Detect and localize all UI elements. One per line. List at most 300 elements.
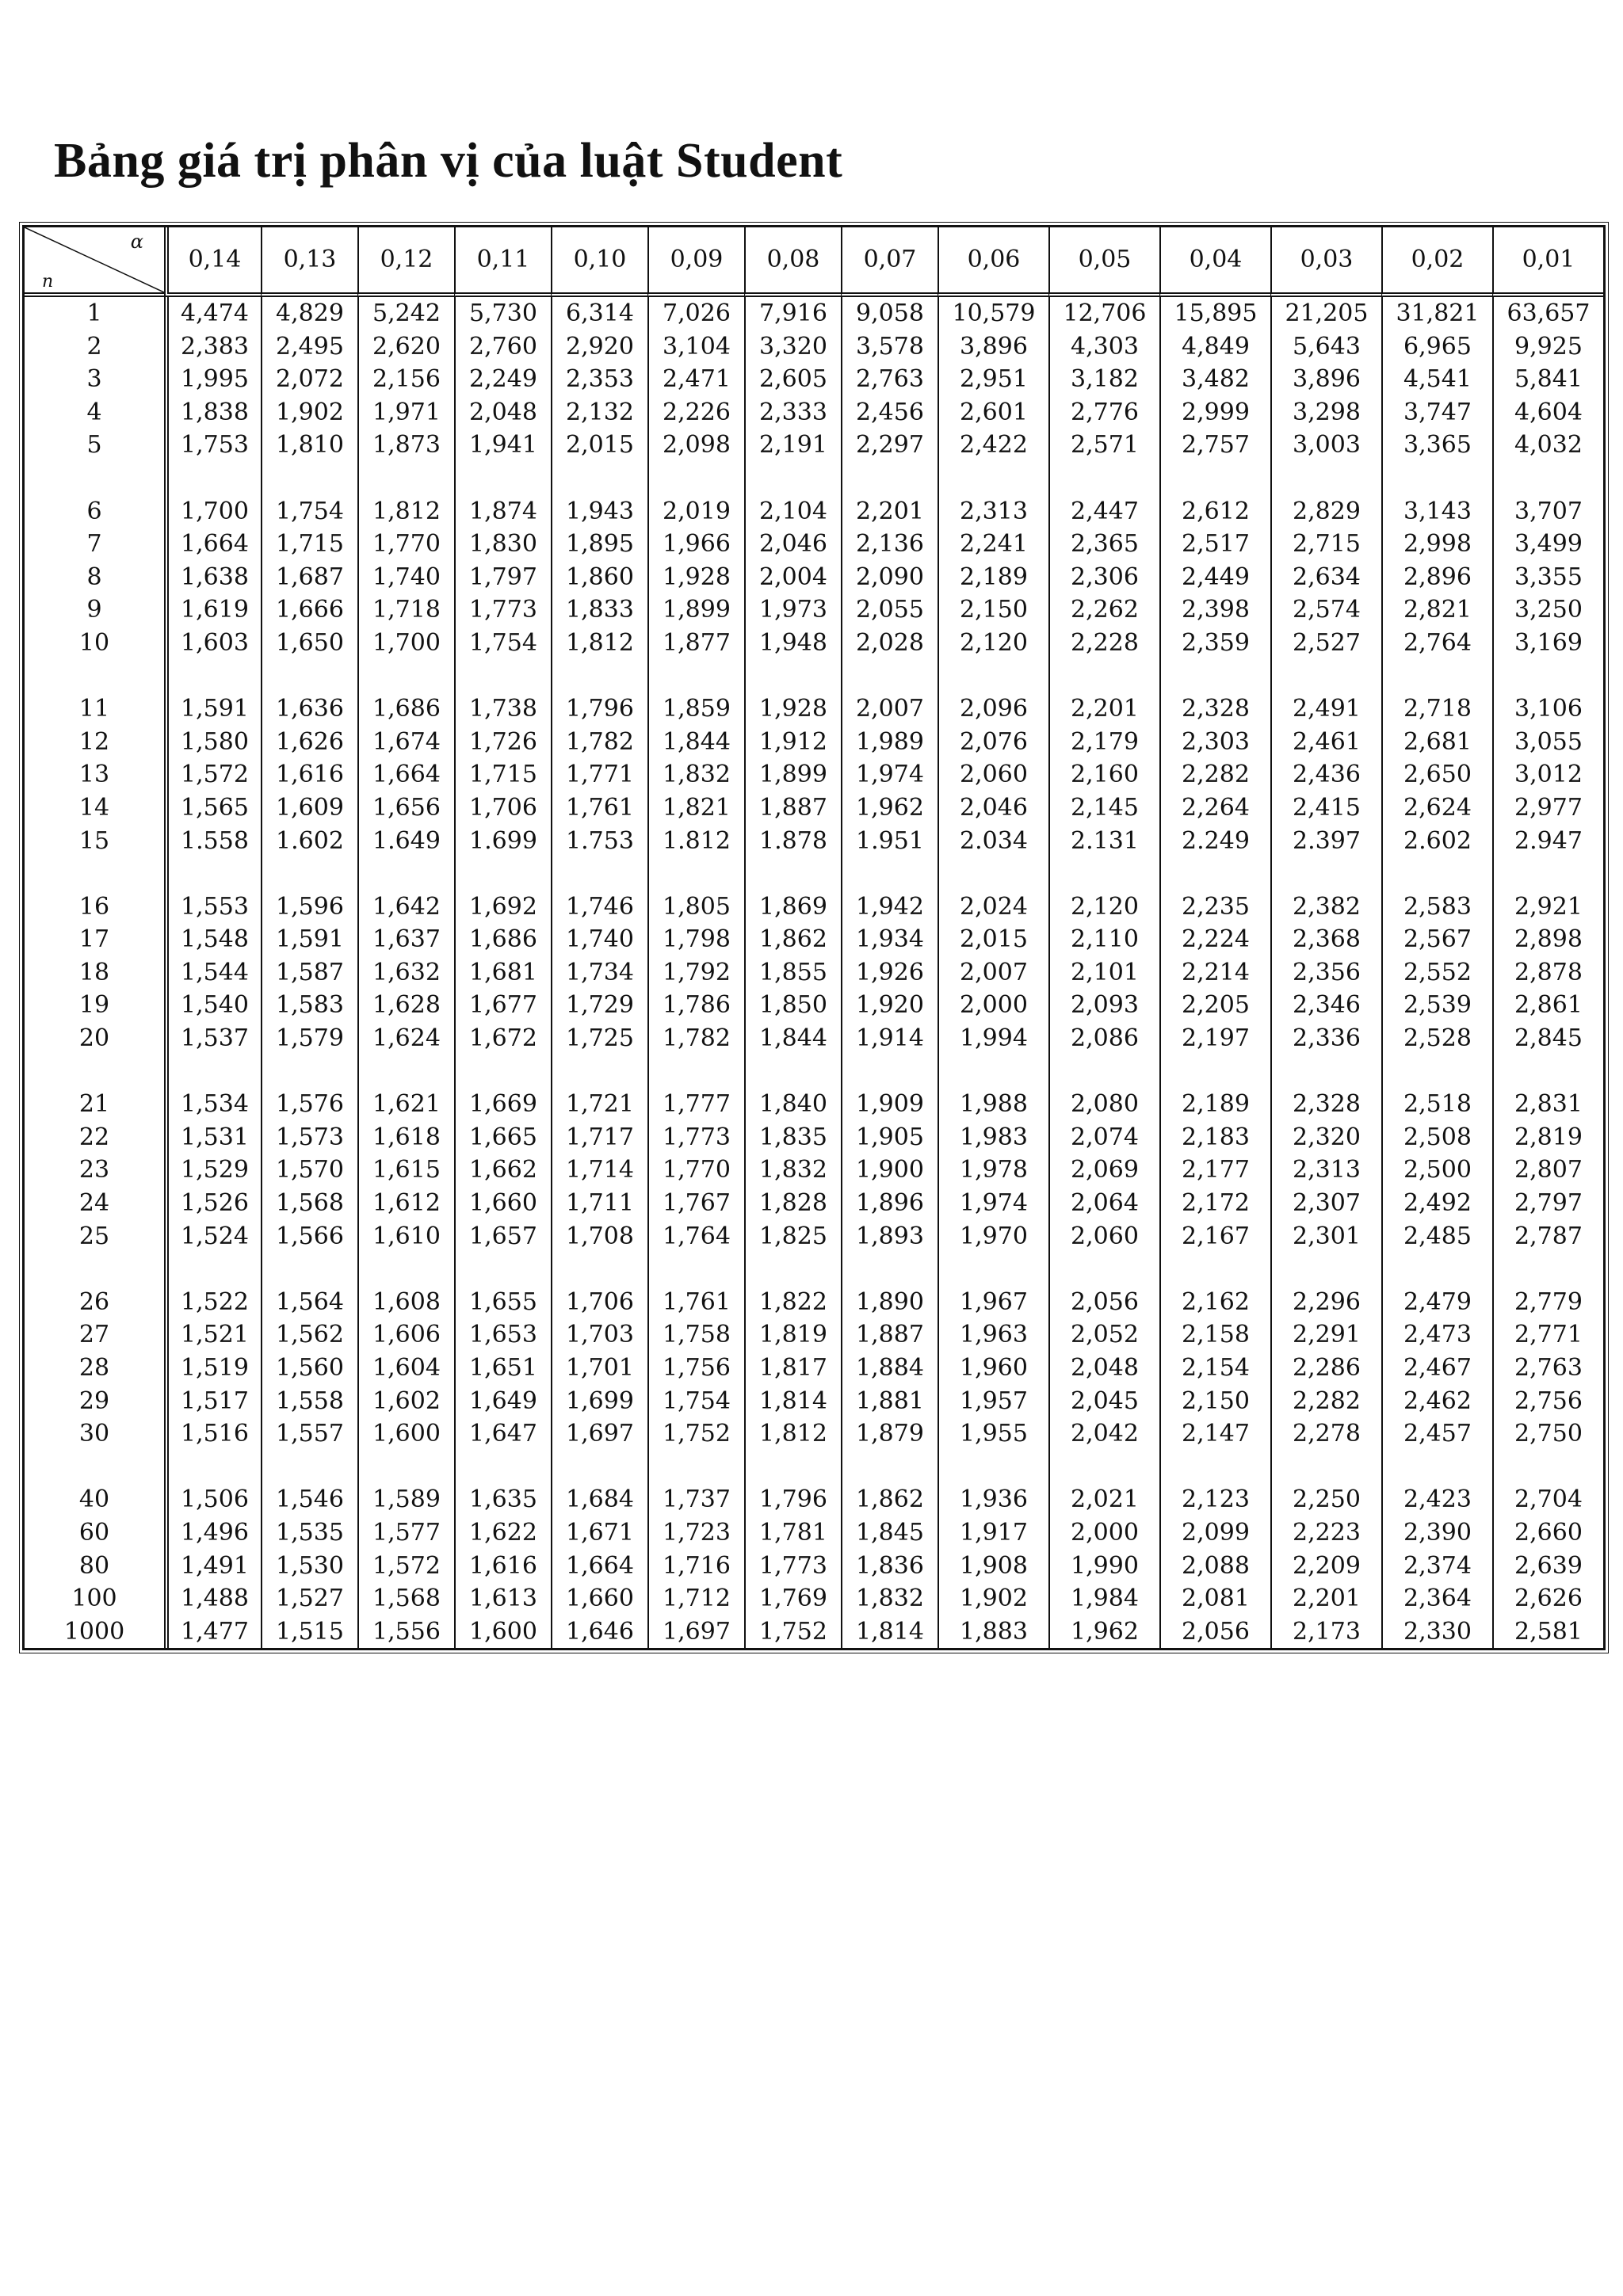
quantile-cell: 2,015 <box>551 429 647 462</box>
quantile-cell: 1,516 <box>164 1417 261 1451</box>
n-cell: 23 <box>78 1156 110 1184</box>
spacer-cell <box>1381 1055 1492 1089</box>
table-body <box>25 297 1603 1648</box>
quantile-cell: 1,556 <box>357 1615 454 1649</box>
quantile-cell: 1,909 <box>841 1088 938 1121</box>
quantile-cell: 7,916 <box>744 297 841 330</box>
alpha-header-cell: 0,04 <box>1159 227 1270 297</box>
quantile-cell: 1,548 <box>164 923 261 956</box>
quantile-cell: 1,650 <box>261 627 357 660</box>
quantile-cell: 1,651 <box>454 1352 551 1385</box>
quantile-cell: 1,527 <box>261 1582 357 1615</box>
student-quantile-table-wrapper <box>22 225 1606 1650</box>
quantile-cell: 2,374 <box>1381 1550 1492 1583</box>
spacer-cell <box>164 1055 261 1089</box>
quantile-cell: 1,773 <box>454 593 551 627</box>
quantile-cell: 1,714 <box>551 1154 647 1187</box>
quantile-cell: 1,914 <box>841 1022 938 1055</box>
quantile-cell: 1,734 <box>551 956 647 990</box>
quantile-cell: 1,869 <box>744 891 841 924</box>
quantile-cell: 2,004 <box>744 561 841 594</box>
quantile-cell: 1,825 <box>744 1220 841 1253</box>
quantile-cell: 1,967 <box>938 1286 1048 1319</box>
quantile-cell: 1,781 <box>744 1516 841 1550</box>
quantile-cell: 1,984 <box>1048 1582 1159 1615</box>
quantile-cell: 1,855 <box>744 956 841 990</box>
quantile-cell: 1,822 <box>744 1286 841 1319</box>
quantile-cell: 3,482 <box>1159 363 1270 396</box>
quantile-cell: 1,603 <box>164 627 261 660</box>
n-cell: 1000 <box>63 1617 125 1646</box>
table-row <box>25 330 1603 364</box>
quantile-cell: 1,591 <box>164 692 261 726</box>
quantile-cell: 2,019 <box>647 495 744 528</box>
quantile-cell: 2,485 <box>1381 1220 1492 1253</box>
quantile-cell: 2,398 <box>1159 593 1270 627</box>
quantile-cell: 1,565 <box>164 791 261 825</box>
quantile-cell: 2,517 <box>1159 528 1270 561</box>
quantile-cell: 1,988 <box>938 1088 1048 1121</box>
quantile-cell: 1,725 <box>551 1022 647 1055</box>
quantile-cell: 2,177 <box>1159 1154 1270 1187</box>
quantile-cell: 1,602 <box>357 1385 454 1418</box>
n-cell: 80 <box>78 1551 110 1580</box>
table-row <box>25 825 1603 858</box>
spacer-cell <box>551 857 647 891</box>
n-cell: 22 <box>78 1123 110 1151</box>
quantile-cell: 1,773 <box>647 1121 744 1154</box>
spacer-cell <box>647 857 744 891</box>
spacer-cell <box>357 1055 454 1089</box>
n-cell: 12 <box>78 727 110 756</box>
spacer-cell <box>1159 660 1270 693</box>
quantile-cell: 1,662 <box>454 1154 551 1187</box>
quantile-cell: 1,942 <box>841 891 938 924</box>
quantile-cell: 1,537 <box>164 1022 261 1055</box>
quantile-cell: 1,740 <box>357 561 454 594</box>
quantile-cell: 1,782 <box>647 1022 744 1055</box>
corner-header-cell <box>25 227 164 297</box>
spacer-cell <box>1492 1253 1603 1286</box>
quantile-cell: 1,761 <box>551 791 647 825</box>
quantile-cell: 1,706 <box>454 791 551 825</box>
quantile-cell: 1,687 <box>261 561 357 594</box>
student-quantile-table <box>22 225 1606 1650</box>
quantile-cell: 2,764 <box>1381 627 1492 660</box>
spacer-cell <box>261 660 357 693</box>
n-cell: 13 <box>78 761 110 789</box>
quantile-cell: 1,832 <box>647 758 744 791</box>
table-row <box>25 1220 1603 1253</box>
n-cell: 8 <box>86 563 102 591</box>
group-spacer-row <box>25 1055 1603 1089</box>
quantile-cell: 1,810 <box>261 429 357 462</box>
quantile-cell: 2,757 <box>1159 429 1270 462</box>
quantile-cell: 2,660 <box>1492 1516 1603 1550</box>
quantile-cell: 2,763 <box>1492 1352 1603 1385</box>
quantile-cell: 2,301 <box>1270 1220 1381 1253</box>
quantile-cell: 1,761 <box>647 1286 744 1319</box>
spacer-cell <box>938 1451 1048 1484</box>
quantile-cell: 3,365 <box>1381 429 1492 462</box>
quantile-cell: 1,884 <box>841 1352 938 1385</box>
quantile-cell: 1,700 <box>357 627 454 660</box>
quantile-cell: 1,948 <box>744 627 841 660</box>
quantile-cell: 1,877 <box>647 627 744 660</box>
quantile-cell: 1,596 <box>261 891 357 924</box>
spacer-cell <box>1381 660 1492 693</box>
quantile-cell: 1,966 <box>647 528 744 561</box>
spacer-cell <box>1492 857 1603 891</box>
quantile-cell: 1,609 <box>261 791 357 825</box>
quantile-cell: 2,328 <box>1159 692 1270 726</box>
quantile-cell: 2,226 <box>647 396 744 429</box>
quantile-cell: 1,517 <box>164 1385 261 1418</box>
quantile-cell: 2,571 <box>1048 429 1159 462</box>
quantile-cell: 2,132 <box>551 396 647 429</box>
spacer-cell <box>1270 1451 1381 1484</box>
table-row <box>25 429 1603 462</box>
quantile-cell: 3,003 <box>1270 429 1381 462</box>
quantile-cell: 1,844 <box>647 726 744 759</box>
quantile-cell: 1,589 <box>357 1483 454 1516</box>
quantile-cell: 1,621 <box>357 1088 454 1121</box>
quantile-cell: 2,307 <box>1270 1187 1381 1220</box>
spacer-cell <box>1381 1451 1492 1484</box>
quantile-cell: 2,028 <box>841 627 938 660</box>
quantile-cell: 1,653 <box>454 1318 551 1352</box>
quantile-cell: 1,994 <box>938 1022 1048 1055</box>
spacer-cell <box>1270 857 1381 891</box>
quantile-cell: 1,616 <box>261 758 357 791</box>
quantile-cell: 2,368 <box>1270 923 1381 956</box>
quantile-cell: 1,637 <box>357 923 454 956</box>
quantile-cell: 1,697 <box>551 1417 647 1451</box>
quantile-cell: 1,664 <box>357 758 454 791</box>
n-cell: 11 <box>78 695 110 723</box>
quantile-cell: 1,568 <box>261 1187 357 1220</box>
spacer-cell <box>551 1253 647 1286</box>
quantile-cell: 1,754 <box>647 1385 744 1418</box>
quantile-cell: 4,032 <box>1492 429 1603 462</box>
quantile-cell: 1,770 <box>647 1154 744 1187</box>
n-cell: 16 <box>78 892 110 921</box>
quantile-cell: 2,000 <box>1048 1516 1159 1550</box>
quantile-cell: 2,787 <box>1492 1220 1603 1253</box>
spacer-cell <box>1381 857 1492 891</box>
n-cell: 30 <box>78 1420 110 1448</box>
spacer-cell <box>1048 660 1159 693</box>
n-cell: 40 <box>78 1486 110 1514</box>
quantile-cell: 1,577 <box>357 1516 454 1550</box>
table-row <box>25 297 1603 330</box>
quantile-cell: 2,086 <box>1048 1022 1159 1055</box>
quantile-cell: 2,415 <box>1270 791 1381 825</box>
spacer-cell <box>25 1055 164 1089</box>
quantile-cell: 1,529 <box>164 1154 261 1187</box>
quantile-cell: 1,770 <box>357 528 454 561</box>
quantile-cell: 2,581 <box>1492 1615 1603 1649</box>
spacer-cell <box>841 857 938 891</box>
quantile-cell: 1,887 <box>841 1318 938 1352</box>
quantile-cell: 31,821 <box>1381 297 1492 330</box>
table-row <box>25 396 1603 429</box>
group-spacer-row <box>25 1253 1603 1286</box>
quantile-cell: 3,250 <box>1492 593 1603 627</box>
n-cell: 21 <box>78 1090 110 1119</box>
spacer-cell <box>357 1253 454 1286</box>
quantile-cell: 2,223 <box>1270 1516 1381 1550</box>
quantile-cell: 2,760 <box>454 330 551 364</box>
quantile-cell: 1,515 <box>261 1615 357 1649</box>
quantile-cell: 6,314 <box>551 297 647 330</box>
quantile-cell: 1,534 <box>164 1088 261 1121</box>
quantile-cell: 2,715 <box>1270 528 1381 561</box>
quantile-cell: 21,205 <box>1270 297 1381 330</box>
quantile-cell: 1,797 <box>454 561 551 594</box>
quantile-cell: 2,183 <box>1159 1121 1270 1154</box>
quantile-cell: 1,756 <box>647 1352 744 1385</box>
quantile-cell: 1,995 <box>164 363 261 396</box>
quantile-cell: 5,730 <box>454 297 551 330</box>
spacer-cell <box>164 857 261 891</box>
quantile-cell: 2,064 <box>1048 1187 1159 1220</box>
spacer-cell <box>164 1253 261 1286</box>
spacer-cell <box>938 1055 1048 1089</box>
quantile-cell: 2,098 <box>647 429 744 462</box>
quantile-cell: 1,638 <box>164 561 261 594</box>
quantile-cell: 1,817 <box>744 1352 841 1385</box>
quantile-cell: 3,320 <box>744 330 841 364</box>
table-row <box>25 1121 1603 1154</box>
quantile-cell: 3,578 <box>841 330 938 364</box>
table-row <box>25 1318 1603 1352</box>
quantile-cell: 1,600 <box>357 1417 454 1451</box>
table-row <box>25 1154 1603 1187</box>
quantile-cell: 2,060 <box>938 758 1048 791</box>
n-cell: 5 <box>86 431 102 460</box>
quantile-cell: 2,756 <box>1492 1385 1603 1418</box>
spacer-cell <box>938 660 1048 693</box>
spacer-cell <box>1492 462 1603 495</box>
spacer-cell <box>744 1253 841 1286</box>
quantile-cell: 1,535 <box>261 1516 357 1550</box>
quantile-cell: 2,423 <box>1381 1483 1492 1516</box>
n-cell: 14 <box>78 793 110 822</box>
quantile-cell: 2,241 <box>938 528 1048 561</box>
spacer-cell <box>1048 1451 1159 1484</box>
quantile-cell: 4,474 <box>164 297 261 330</box>
table-row <box>25 528 1603 561</box>
table-row <box>25 791 1603 825</box>
quantile-cell: 1,899 <box>647 593 744 627</box>
quantile-cell: 1,983 <box>938 1121 1048 1154</box>
spacer-cell <box>1159 857 1270 891</box>
quantile-cell: 2,634 <box>1270 561 1381 594</box>
quantile-cell: 1,896 <box>841 1187 938 1220</box>
quantile-cell: 2,104 <box>744 495 841 528</box>
quantile-cell: 2,920 <box>551 330 647 364</box>
spacer-cell <box>454 857 551 891</box>
table-row <box>25 726 1603 759</box>
n-cell: 17 <box>78 925 110 954</box>
quantile-cell: 2,320 <box>1270 1121 1381 1154</box>
quantile-cell: 2,150 <box>1159 1385 1270 1418</box>
quantile-cell: 1,726 <box>454 726 551 759</box>
n-cell: 60 <box>78 1518 110 1547</box>
spacer-cell <box>647 1055 744 1089</box>
spacer-cell <box>454 660 551 693</box>
quantile-cell: 1,660 <box>551 1582 647 1615</box>
quantile-cell: 1,796 <box>551 692 647 726</box>
quantile-cell: 1,616 <box>454 1550 551 1583</box>
quantile-cell: 1,656 <box>357 791 454 825</box>
quantile-cell: 12,706 <box>1048 297 1159 330</box>
quantile-cell: 5,242 <box>357 297 454 330</box>
spacer-cell <box>1048 462 1159 495</box>
n-cell: 26 <box>78 1287 110 1316</box>
quantile-cell: 1,655 <box>454 1286 551 1319</box>
quantile-cell: 1,941 <box>454 429 551 462</box>
quantile-cell: 1,681 <box>454 956 551 990</box>
quantile-cell: 2,189 <box>938 561 1048 594</box>
quantile-cell: 3,896 <box>938 330 1048 364</box>
quantile-cell: 1,902 <box>261 396 357 429</box>
quantile-cell: 2,500 <box>1381 1154 1492 1187</box>
n-cell: 19 <box>78 991 110 1020</box>
table-row <box>25 561 1603 594</box>
quantile-cell: 4,541 <box>1381 363 1492 396</box>
quantile-cell: 2,921 <box>1492 891 1603 924</box>
quantile-cell: 2,620 <box>357 330 454 364</box>
quantile-cell: 1,879 <box>841 1417 938 1451</box>
quantile-cell: 1,955 <box>938 1417 1048 1451</box>
quantile-cell: 2,878 <box>1492 956 1603 990</box>
quantile-cell: 3,747 <box>1381 396 1492 429</box>
quantile-cell: 1,844 <box>744 1022 841 1055</box>
quantile-cell: 2,291 <box>1270 1318 1381 1352</box>
quantile-cell: 1,579 <box>261 1022 357 1055</box>
quantile-cell: 2,235 <box>1159 891 1270 924</box>
spacer-cell <box>25 462 164 495</box>
quantile-cell: 1,905 <box>841 1121 938 1154</box>
quantile-cell: 2,080 <box>1048 1088 1159 1121</box>
spacer-cell <box>841 462 938 495</box>
quantile-cell: 1,491 <box>164 1550 261 1583</box>
n-cell: 24 <box>78 1189 110 1218</box>
spacer-cell <box>841 1253 938 1286</box>
quantile-cell: 2,346 <box>1270 989 1381 1022</box>
quantile-cell: 2,313 <box>1270 1154 1381 1187</box>
quantile-cell: 1,767 <box>647 1187 744 1220</box>
quantile-cell: 2,081 <box>1159 1582 1270 1615</box>
quantile-cell: 2,160 <box>1048 758 1159 791</box>
quantile-cell: 1,560 <box>261 1352 357 1385</box>
quantile-cell: 2,330 <box>1381 1615 1492 1649</box>
quantile-cell: 1,917 <box>938 1516 1048 1550</box>
quantile-cell: 1,646 <box>551 1615 647 1649</box>
table-row <box>25 363 1603 396</box>
quantile-cell: 1,570 <box>261 1154 357 1187</box>
quantile-cell: 2,007 <box>841 692 938 726</box>
spacer-cell <box>1492 660 1603 693</box>
quantile-cell: 2,353 <box>551 363 647 396</box>
quantile-cell: 1.558 <box>164 825 261 858</box>
quantile-cell: 1,821 <box>647 791 744 825</box>
quantile-cell: 2,224 <box>1159 923 1270 956</box>
quantile-cell: 1,666 <box>261 593 357 627</box>
spacer-cell <box>1270 660 1381 693</box>
quantile-cell: 4,303 <box>1048 330 1159 364</box>
quantile-cell: 1,715 <box>261 528 357 561</box>
n-cell: 1 <box>86 299 102 327</box>
quantile-cell: 1,591 <box>261 923 357 956</box>
quantile-cell: 1,786 <box>647 989 744 1022</box>
quantile-cell: 1,604 <box>357 1352 454 1385</box>
quantile-cell: 1,729 <box>551 989 647 1022</box>
quantile-cell: 1,926 <box>841 956 938 990</box>
quantile-cell: 1,962 <box>1048 1615 1159 1649</box>
quantile-cell: 1,723 <box>647 1516 744 1550</box>
quantile-cell: 1,716 <box>647 1550 744 1583</box>
group-spacer-row <box>25 1451 1603 1484</box>
alpha-header-cell: 0,11 <box>454 227 551 297</box>
n-cell: 6 <box>86 497 102 525</box>
quantile-cell: 1,777 <box>647 1088 744 1121</box>
quantile-cell: 3,499 <box>1492 528 1603 561</box>
quantile-cell: 2,214 <box>1159 956 1270 990</box>
quantile-cell: 1,642 <box>357 891 454 924</box>
spacer-cell <box>1048 1253 1159 1286</box>
quantile-cell: 3,143 <box>1381 495 1492 528</box>
quantile-cell: 2,042 <box>1048 1417 1159 1451</box>
quantile-cell: 2,286 <box>1270 1352 1381 1385</box>
quantile-cell: 2,552 <box>1381 956 1492 990</box>
quantile-cell: 2,060 <box>1048 1220 1159 1253</box>
quantile-cell: 2,471 <box>647 363 744 396</box>
quantile-cell: 2,158 <box>1159 1318 1270 1352</box>
quantile-cell: 1,828 <box>744 1187 841 1220</box>
quantile-cell: 1,684 <box>551 1483 647 1516</box>
quantile-cell: 1,782 <box>551 726 647 759</box>
quantile-cell: 1,989 <box>841 726 938 759</box>
quantile-cell: 1,737 <box>647 1483 744 1516</box>
quantile-cell: 2,173 <box>1270 1615 1381 1649</box>
quantile-cell: 5,643 <box>1270 330 1381 364</box>
quantile-cell: 1,477 <box>164 1615 261 1649</box>
page-title: Bảng giá trị phân vị của luật Student <box>54 134 843 188</box>
quantile-cell: 3,106 <box>1492 692 1603 726</box>
quantile-cell: 2,829 <box>1270 495 1381 528</box>
quantile-cell: 1,562 <box>261 1318 357 1352</box>
n-cell: 3 <box>86 365 102 394</box>
quantile-cell: 1,636 <box>261 692 357 726</box>
n-cell: 4 <box>86 398 102 426</box>
quantile-cell: 1,506 <box>164 1483 261 1516</box>
quantile-cell: 2,015 <box>938 923 1048 956</box>
quantile-cell: 1,814 <box>744 1385 841 1418</box>
alpha-symbol: α <box>130 231 143 253</box>
quantile-cell: 2,831 <box>1492 1088 1603 1121</box>
quantile-cell: 1,706 <box>551 1286 647 1319</box>
quantile-cell: 1,712 <box>647 1582 744 1615</box>
quantile-cell: 3,182 <box>1048 363 1159 396</box>
quantile-cell: 1,974 <box>938 1187 1048 1220</box>
quantile-cell: 1,660 <box>454 1187 551 1220</box>
quantile-cell: 1,773 <box>744 1550 841 1583</box>
quantile-cell: 2,681 <box>1381 726 1492 759</box>
quantile-cell: 2,278 <box>1270 1417 1381 1451</box>
